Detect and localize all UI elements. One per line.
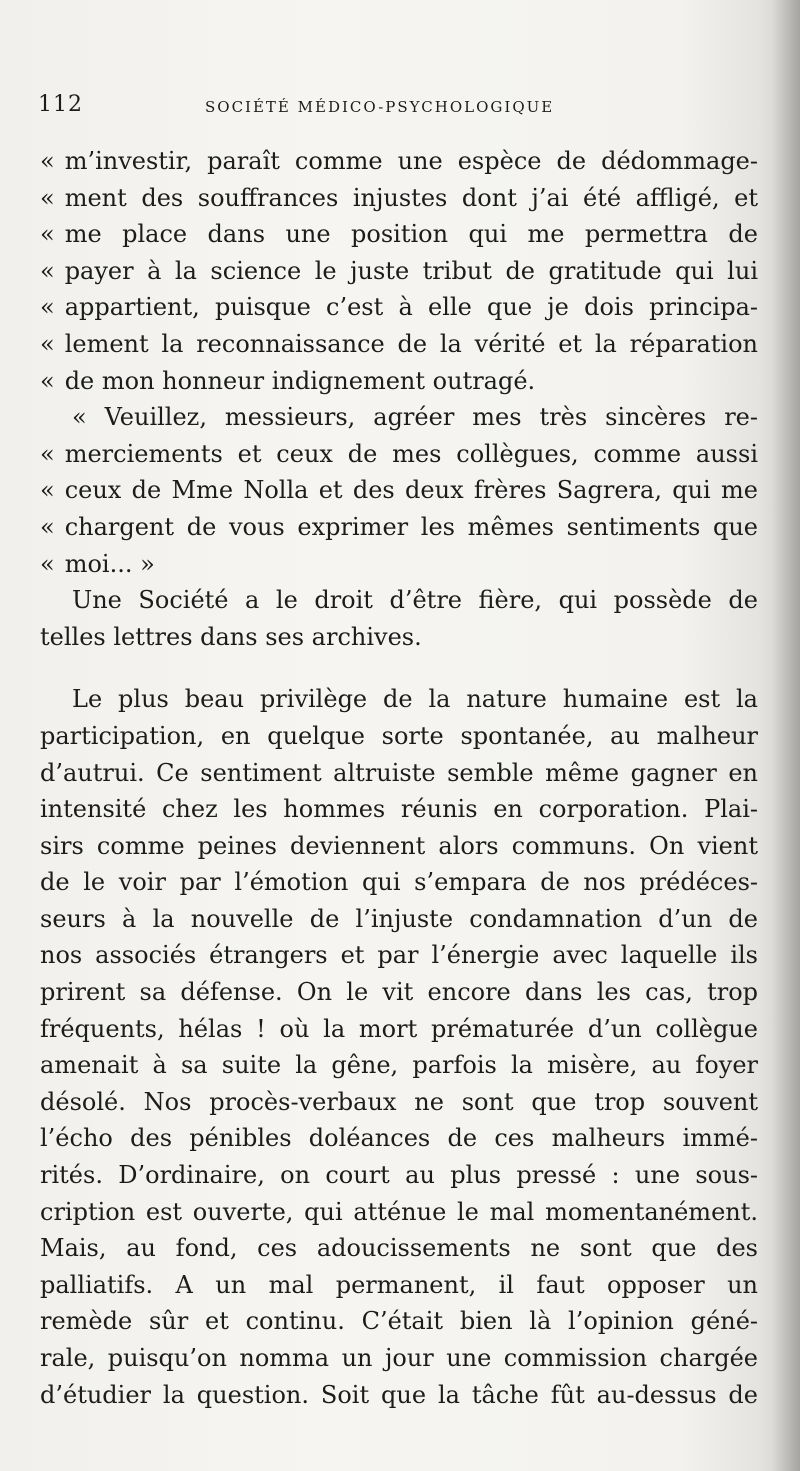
text-line: intensité chez les hommes réunis en corporation. Plai- <box>40 795 758 824</box>
text-line: telles lettres dans ses archives. <box>40 622 422 651</box>
text-line: nos associés étrangers et par l’énergie avec laquelle ils <box>40 941 758 970</box>
text-line: « moi... » <box>40 549 155 578</box>
text-line: Mais, au fond, ces adoucissements ne sont que des <box>40 1234 758 1263</box>
text-line: rale, puisqu’on nomma un jour une commission chargée <box>40 1344 758 1372</box>
text-line: « lement la reconnaissance de la vérité et la réparation <box>40 329 758 358</box>
page-header <box>38 92 758 126</box>
text-line: de le voir par l’émotion qui s’empara de nos prédéces- <box>40 868 758 897</box>
page-number: 112 <box>38 92 83 117</box>
text-line: rités. D’ordinaire, on court au plus pressé : une sous- <box>40 1161 758 1190</box>
text-line: sirs comme peines deviennent alors communs. On vient <box>40 831 758 860</box>
text-line: « Veuillez, messieurs, agréer mes très sincères re- <box>72 403 758 432</box>
text-line: Le plus beau privilège de la nature humaine est la <box>72 685 758 714</box>
text-line: « merciements et ceux de mes collègues, comme aussi <box>40 439 758 468</box>
text-line: fréquents, hélas ! où la mort prématurée d’un collègue <box>40 1014 758 1043</box>
paragraph-gap <box>40 655 758 681</box>
text-line: seurs à la nouvelle de l’injuste condamnation d’un de <box>40 904 758 933</box>
text-line: amenait à sa suite la gêne, parfois la misère, au foyer <box>40 1051 758 1080</box>
text-line: d’autrui. Ce sentiment altruiste semble même gagner en <box>40 758 758 787</box>
text-line: palliatifs. A un mal permanent, il faut opposer un <box>40 1270 758 1299</box>
text-line: « de mon honneur indignement outragé. <box>40 366 536 395</box>
text-line: « ceux de Mme Nolla et des deux frères Sagrera, qui me <box>40 476 758 505</box>
text-line: Une Société a le droit d’être fière, qui possède de <box>72 586 758 615</box>
body-text <box>40 143 758 1413</box>
text-line: cription est ouverte, qui atténue le mal momentanément. <box>40 1197 758 1226</box>
text-line: participation, en quelque sorte spontanée, au malheur <box>40 721 758 750</box>
binding-shadow <box>772 0 800 1471</box>
text-line: désolé. Nos procès-verbaux ne sont que trop souvent <box>40 1087 758 1116</box>
text-line: « m’investir, paraît comme une espèce de dédommage- <box>40 147 758 175</box>
running-head: SOCIÉTÉ MÉDICO-PSYCHOLOGIQUE <box>205 98 555 116</box>
text-line: « chargent de vous exprimer les mêmes sentiments que <box>40 512 758 541</box>
text-line: « payer à la science le juste tribut de gratitude qui lui <box>40 256 758 285</box>
text-line: « ment des souffrances injustes dont j’ai été affligé, et <box>40 183 758 212</box>
text-line: « me place dans une position qui me permettra de <box>40 220 758 249</box>
text-line: remède sûr et continu. C’était bien là l’opinion géné- <box>40 1307 758 1336</box>
text-line: l’écho des pénibles doléances de ces malheurs immé- <box>40 1124 758 1153</box>
text-line: d’étudier la question. Soit que la tâche fût au-dessus de <box>40 1380 758 1409</box>
text-line: prirent sa défense. On le vit encore dans les cas, trop <box>40 978 758 1007</box>
text-line: « appartient, puisque c’est à elle que je dois principa- <box>40 293 758 322</box>
